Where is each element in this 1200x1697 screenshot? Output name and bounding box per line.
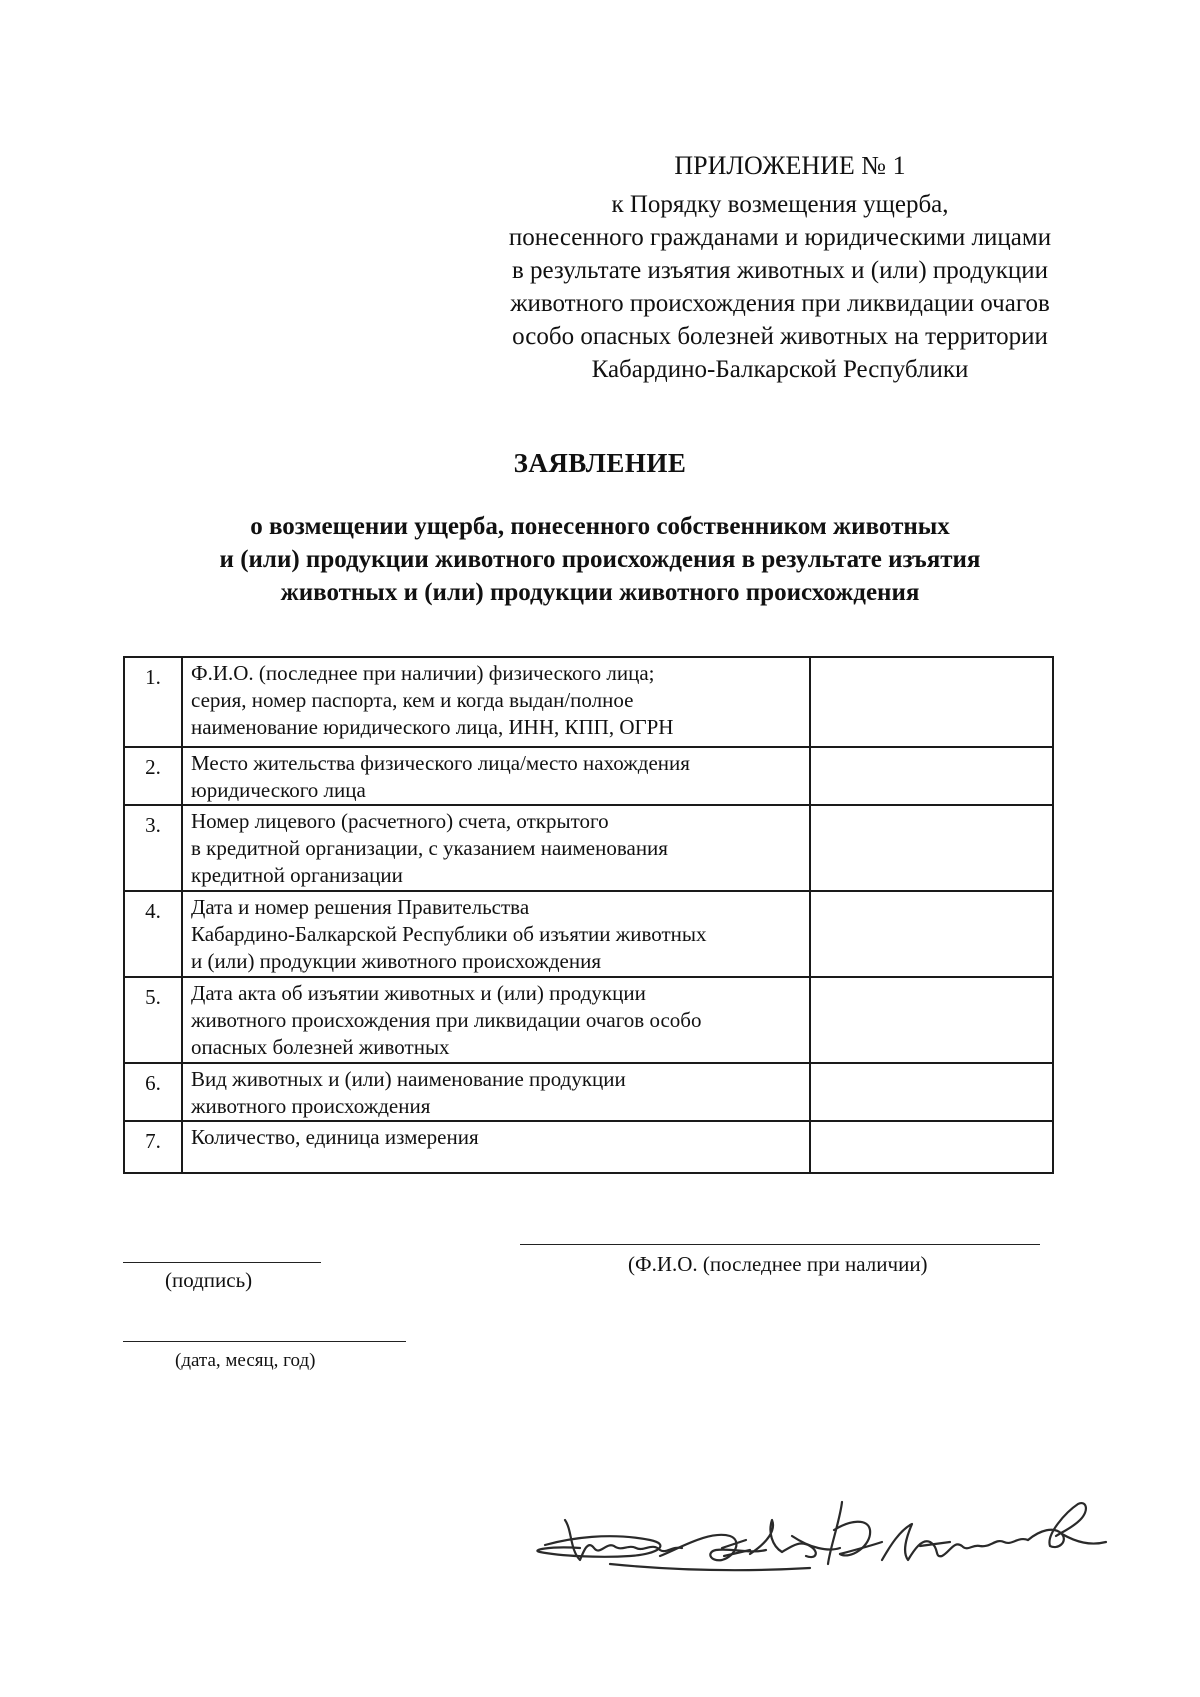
- full-name-caption: (Ф.И.О. (последнее при наличии): [628, 1252, 928, 1276]
- row-label: [182, 1063, 810, 1121]
- row-label: [182, 747, 810, 805]
- row-label: [182, 805, 810, 891]
- row-label-line: Количество, единица измерения: [191, 1125, 479, 1149]
- date-line[interactable]: [123, 1341, 406, 1342]
- row-value-cell[interactable]: [810, 805, 1053, 891]
- appendix-subtitle-line: к Порядку возмещения ущерба,: [611, 191, 949, 218]
- row-label-line: юридического лица: [191, 778, 366, 802]
- signature-line[interactable]: [123, 1262, 321, 1263]
- appendix-title: ПРИЛОЖЕНИЕ № 1: [674, 151, 906, 180]
- handwritten-signature-icon: [510, 1490, 1150, 1600]
- row-label-line: Дата и номер решения Правительства: [191, 895, 530, 919]
- row-label-line: наименование юридического лица, ИНН, КПП, ОГРН: [191, 715, 674, 739]
- row-value-cell[interactable]: [810, 977, 1053, 1063]
- row-value-cell[interactable]: [810, 891, 1053, 977]
- appendix-subtitle-line: понесенного гражданами и юридическими лицами: [508, 224, 1052, 251]
- table-row: [124, 805, 1053, 891]
- date-caption: (дата, месяц, год): [175, 1350, 316, 1371]
- row-number: 3.: [124, 805, 182, 891]
- row-label-line: Дата акта об изъятии животных и (или) продукции: [191, 981, 646, 1005]
- row-label-line: кредитной организации: [191, 863, 403, 887]
- row-label: [182, 891, 810, 977]
- row-label-line: опасных болезней животных: [191, 1035, 450, 1059]
- row-label-line: Номер лицевого (расчетного) счета, открытого: [191, 809, 609, 833]
- document-subtitle: [100, 510, 1100, 609]
- document-subtitle-line: животных и (или) продукции животного происхождения: [280, 579, 920, 606]
- signature-caption: (подпись): [165, 1268, 253, 1292]
- row-number: 7.: [124, 1121, 182, 1173]
- full-name-line[interactable]: [520, 1244, 1040, 1245]
- row-label-line: серия, номер паспорта, кем и когда выдан/полное: [191, 688, 634, 712]
- table-row: [124, 977, 1053, 1063]
- row-label-line: в кредитной организации, с указанием наименования: [191, 836, 668, 860]
- document-subtitle-line: и (или) продукции животного происхождения в результате изъятия: [219, 546, 981, 573]
- row-value-cell[interactable]: [810, 1063, 1053, 1121]
- row-number: 5.: [124, 977, 182, 1063]
- row-number: 2.: [124, 747, 182, 805]
- row-label: [182, 1121, 810, 1173]
- appendix-subtitle-line: животного происхождения при ликвидации очагов: [510, 290, 1050, 317]
- appendix-subtitle-line: Кабардино-Балкарской Республики: [591, 356, 969, 383]
- table-row: [124, 891, 1053, 977]
- appendix-subtitle-line: особо опасных болезней животных на территории: [512, 323, 1048, 350]
- row-label: [182, 657, 810, 747]
- table-row: [124, 747, 1053, 805]
- row-label-line: Вид животных и (или) наименование продукции: [191, 1067, 626, 1091]
- row-label-line: и (или) продукции животного происхождения: [191, 949, 602, 973]
- row-value-cell[interactable]: [810, 747, 1053, 805]
- row-number: 6.: [124, 1063, 182, 1121]
- row-label: [182, 977, 810, 1063]
- row-number: 1.: [124, 657, 182, 747]
- table-row: [124, 1063, 1053, 1121]
- row-label-line: Ф.И.О. (последнее при наличии) физического лица;: [191, 661, 655, 685]
- row-value-cell[interactable]: [810, 1121, 1053, 1173]
- table-row: [124, 1121, 1053, 1173]
- appendix-subtitle: [450, 188, 1110, 386]
- row-number: 4.: [124, 891, 182, 977]
- row-label-line: животного происхождения: [191, 1094, 431, 1118]
- table-row: [124, 657, 1053, 747]
- appendix-subtitle-line: в результате изъятия животных и (или) продукции: [511, 257, 1049, 284]
- application-form-table: [123, 656, 1054, 1174]
- row-label-line: животного происхождения при ликвидации очагов особо: [191, 1008, 702, 1032]
- row-label-line: Кабардино-Балкарской Республики об изъятии животных: [191, 922, 707, 946]
- row-value-cell[interactable]: [810, 657, 1053, 747]
- document-subtitle-line: о возмещении ущерба, понесенного собственником животных: [250, 513, 950, 540]
- row-label-line: Место жительства физического лица/место нахождения: [191, 751, 690, 775]
- document-title: ЗАЯВЛЕНИЕ: [513, 448, 687, 478]
